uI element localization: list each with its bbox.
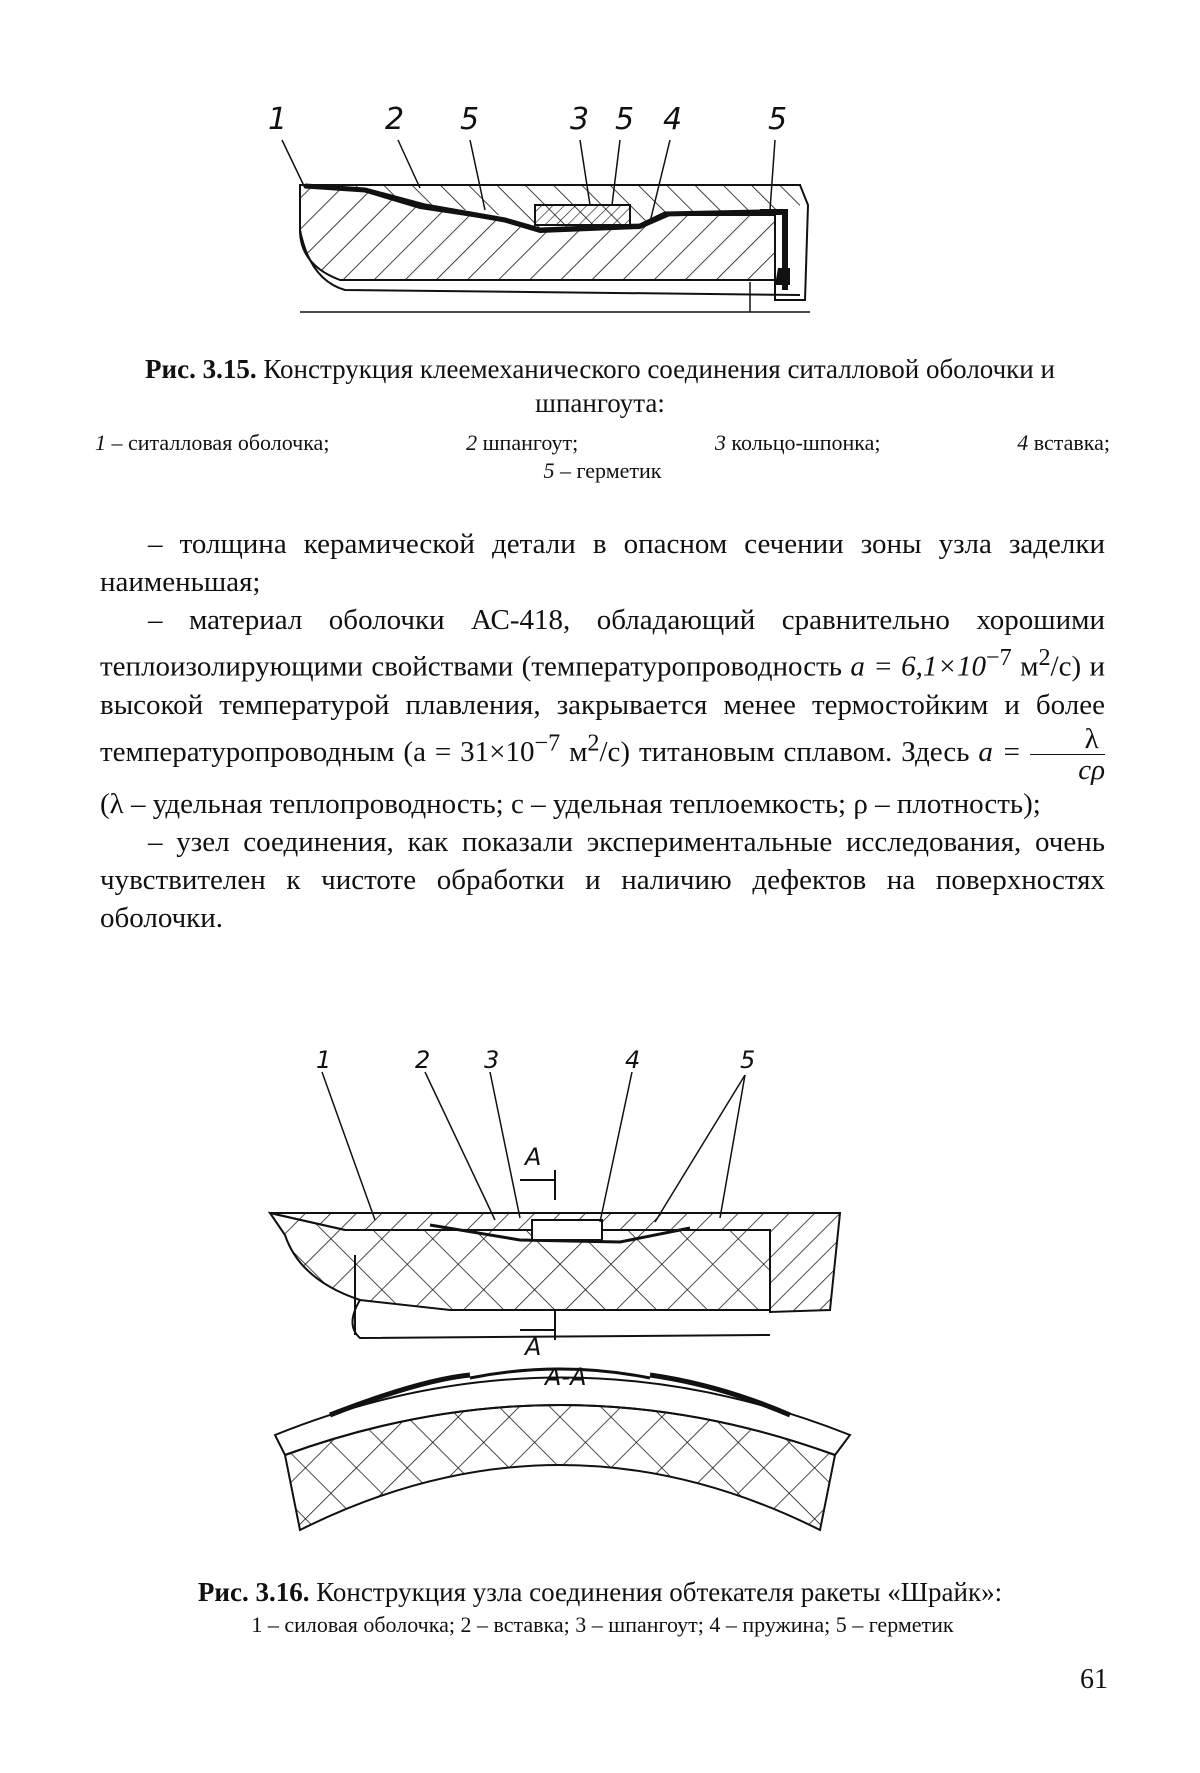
caption-prefix: Рис. 3.16. bbox=[198, 1577, 310, 1607]
fig2-label-5: 5 bbox=[740, 1048, 755, 1072]
caption-text: Конструкция узла соединения обтекателя ракеты «Шрайк»: bbox=[316, 1577, 1002, 1607]
figure-3-15-drawing bbox=[0, 0, 1200, 340]
caption-prefix: Рис. 3.15. bbox=[145, 354, 257, 384]
insert bbox=[532, 1220, 602, 1240]
legend-item-2: 2 шпангоут; bbox=[466, 430, 578, 456]
figure-3-15 bbox=[0, 0, 1200, 340]
body-text bbox=[100, 525, 1105, 937]
fig1-label-3: 3 bbox=[570, 105, 589, 135]
fig1-label-4: 4 bbox=[663, 105, 682, 135]
figure-3-15-legend-line2: 5 – герметик bbox=[95, 458, 1110, 484]
fig1-label-5b: 5 bbox=[615, 105, 634, 135]
paragraph-3: – узел соединения, как показали экспериментальные исследования, очень чувствителен к чистоте обработки и наличию дефектов на поверхностях оболочки. bbox=[100, 823, 1105, 937]
page-number: 61 bbox=[1080, 1664, 1108, 1696]
figure-3-15-legend-line1 bbox=[95, 430, 1110, 456]
paragraph-2: – материал оболочки АС-418, обладающий сравнительно хорошими теплоизолирующими свойствами (температуропроводность a = 6,1×10−7 м2/с) и высокой температурой плавления, закрывается менее термостойким и более температуропроводным (a = 31×10−7 м2/с) титановым сплавом. Здесь a = λ cρ (λ – удельная теплопроводность; c – удельная теплоемкость; ρ – плотность); bbox=[100, 601, 1105, 823]
fig1-label-2: 2 bbox=[385, 105, 404, 135]
fig1-label-5c: 5 bbox=[768, 105, 787, 135]
legend-item-3: 3 кольцо-шпонка; bbox=[715, 430, 881, 456]
paragraph-1: – толщина керамической детали в опасном сечении зоны узла заделки наименьшая; bbox=[100, 525, 1105, 601]
fig2-label-2: 2 bbox=[415, 1048, 430, 1072]
fig2-label-3: 3 bbox=[484, 1048, 499, 1072]
fig2-label-4: 4 bbox=[625, 1048, 640, 1072]
fig1-label-5a: 5 bbox=[460, 105, 479, 135]
figure-3-16-caption bbox=[90, 1575, 1110, 1609]
section-title: А-А bbox=[545, 1365, 587, 1389]
ring-key bbox=[535, 205, 630, 225]
legend-item-1: 1 – ситалловая оболочка; bbox=[95, 430, 329, 456]
legend-item-4: 4 вставка; bbox=[1017, 430, 1110, 456]
section-mark-top: А bbox=[525, 1145, 541, 1169]
caption-text: Конструкция клеемеханического соединения ситалловой оболочки и шпангоута: bbox=[263, 354, 1055, 418]
fraction: λ cρ bbox=[1030, 724, 1105, 785]
fig2-label-1: 1 bbox=[316, 1048, 331, 1072]
figure-3-16 bbox=[0, 1060, 1200, 1560]
fig1-label-1: 1 bbox=[268, 105, 287, 135]
figure-3-16-drawing bbox=[0, 1060, 1200, 1560]
figure-3-16-legend: 1 – силовая оболочка; 2 – вставка; 3 – шпангоут; 4 – пружина; 5 – герметик bbox=[95, 1612, 1110, 1638]
figure-3-15-caption bbox=[90, 352, 1110, 420]
section-mark-bottom: А bbox=[525, 1335, 541, 1359]
